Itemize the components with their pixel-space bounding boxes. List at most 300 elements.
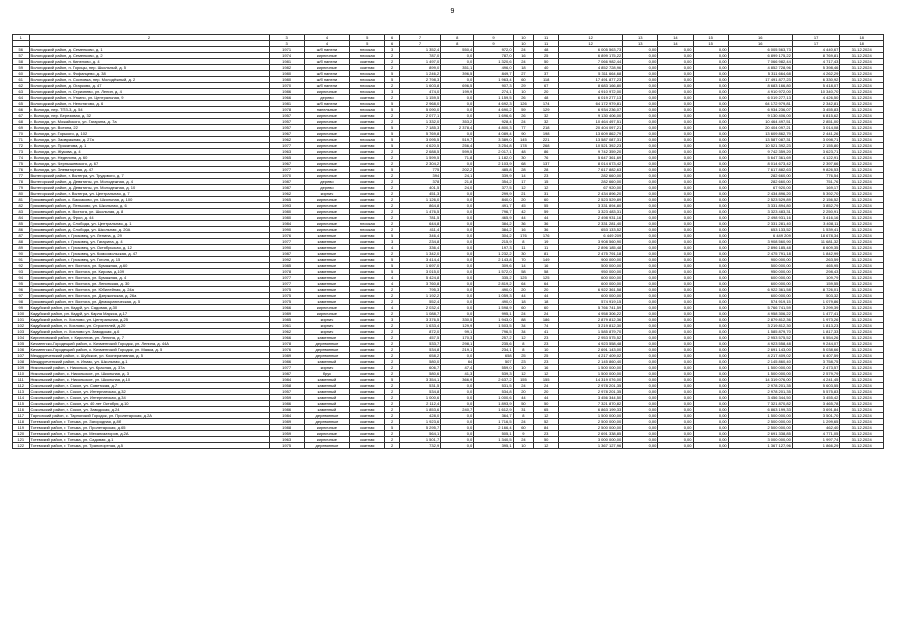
table-cell: 5 311 664,68 — [728, 71, 792, 77]
table-cell: 70 — [13, 131, 30, 137]
table-cell: 354,2 — [474, 179, 513, 185]
table-cell: 0,00 — [693, 299, 728, 305]
table-cell: Грязовецкий район, г. Грязовец, ул. Комсомольская, д. 47 — [29, 251, 269, 257]
table-cell: 2 500 000,00 — [728, 425, 792, 431]
table-cell: плоская — [350, 221, 385, 227]
table-cell: 62 — [13, 83, 30, 89]
table-cell: 1 572,0 — [474, 269, 513, 275]
table-cell: 24 — [513, 119, 534, 125]
table-cell: 99 — [13, 305, 30, 311]
table-cell: 20 404 097,21 — [728, 125, 792, 131]
page-number: 9 — [450, 8, 455, 15]
table-cell: 2 077,1 — [399, 113, 440, 119]
table-cell: 8 — [513, 239, 534, 245]
table-cell: 4 217 409,02 — [728, 353, 792, 359]
table-cell: Вытегорский район, г. Вытегра, ул. Центральная, д. 7 — [29, 191, 269, 197]
table-cell: 0,00 — [658, 275, 693, 281]
table-cell: 282 660,00 — [728, 179, 792, 185]
table-cell: 118 — [13, 419, 30, 425]
table-cell: 90 — [513, 131, 534, 137]
table-cell: 1986 — [269, 401, 304, 407]
table-cell: 0,00 — [658, 311, 693, 317]
table-cell: кирпичные — [304, 227, 350, 233]
table-cell: 0,00 — [658, 161, 693, 167]
table-cell: кирпичные — [304, 431, 350, 437]
table-cell: 31.12.2024 — [840, 353, 884, 359]
table-cell: 24 — [513, 419, 534, 425]
table-cell: скатная — [350, 119, 385, 125]
table-cell: 474,0 — [399, 89, 440, 95]
table-cell: 0,00 — [693, 167, 728, 173]
table-cell: 653 133,52 — [728, 227, 792, 233]
table-cell: 4 958 306,22 — [559, 311, 623, 317]
table-cell: 351,1 — [441, 65, 474, 71]
table-cell: 339,9 — [474, 173, 513, 179]
table-cell: 428,0 — [399, 413, 440, 419]
table-cell: каменные — [304, 263, 350, 269]
table-cell: 31.12.2024 — [840, 443, 884, 449]
table-cell: скатная — [350, 353, 385, 359]
table-cell: 1965 — [269, 197, 304, 203]
table-cell: 31.12.2024 — [840, 275, 884, 281]
table-cell: 10 — [513, 365, 534, 371]
table-cell: 485,8 — [474, 167, 513, 173]
table-cell: 221 — [534, 137, 559, 143]
table-cell: 0,00 — [623, 113, 658, 119]
table-cell: Грязовецкий район, д. Слобода, ул. Центральная, д. 1 — [29, 221, 269, 227]
table-cell: 3 331 894,80 — [559, 203, 623, 209]
table-cell: г. Вологда, ул. Заовражная, д. 27а — [29, 137, 269, 143]
table-cell: 104 — [13, 335, 30, 341]
table-cell: 0,00 — [693, 239, 728, 245]
table-cell: 1978 — [269, 341, 304, 347]
table-cell: 48 — [534, 95, 559, 101]
table-cell: 0,00 — [623, 221, 658, 227]
table-cell: 99,1 — [441, 329, 474, 335]
table-cell: скатная — [350, 281, 385, 287]
table-cell: 91 — [13, 257, 30, 263]
table-cell: г. Вологда, ул. Всеяна, 22 — [29, 125, 269, 131]
table-cell: 1986 — [269, 359, 304, 365]
table-cell: 5 392,70 — [792, 191, 840, 197]
table-cell: 5 769,8 — [399, 131, 440, 137]
table-cell: 0,00 — [693, 185, 728, 191]
table-cell: 274,1 — [474, 89, 513, 95]
table-cell: 86 — [13, 227, 30, 233]
table-cell: скатная — [350, 197, 385, 203]
table-cell: 4 — [385, 281, 399, 287]
table-cell: 4 — [385, 245, 399, 251]
table-cell: Грязовецкий район, пгт. Вохтога, ул. Кирова, д.109 — [29, 269, 269, 275]
table-cell: 3 014,08 — [792, 125, 840, 131]
table-cell: 14 — [658, 41, 693, 47]
table-cell: 3 095,5 — [399, 137, 440, 143]
table-cell: 199,9 — [441, 89, 474, 95]
table-cell: Грязовецкий район, пгт. Вохтога, ул. Ленинская, д. 30 — [29, 281, 269, 287]
table-cell: 0,0 — [441, 77, 474, 83]
table-cell: 366,9 — [441, 377, 474, 383]
table-cell: каменные — [304, 245, 350, 251]
table-cell: 75 — [13, 161, 30, 167]
table-cell: 5 — [385, 257, 399, 263]
table-cell: 0,00 — [623, 215, 658, 221]
table-cell: 2 — [385, 299, 399, 305]
table-cell: Грязовецкий район, пгт. Вохтога, ул. Демократическая, д. 5 — [29, 299, 269, 305]
table-cell: деревянные — [304, 341, 350, 347]
table-cell: 0,0 — [441, 275, 474, 281]
table-cell: 0,00 — [658, 209, 693, 215]
table-cell: 849,7 — [474, 71, 513, 77]
table-cell: 2 — [385, 365, 399, 371]
table-cell: 7 617 882,63 — [728, 167, 792, 173]
table-cell: 31.12.2024 — [840, 137, 884, 143]
table-cell: Кадуйский район, рп. Кадуй, ул. Карла Маркса, д.17 — [29, 311, 269, 317]
table-cell: Грязовецкий район, пгт. Вохтога, ул. Бумажная, д.60 — [29, 263, 269, 269]
table-cell: скатная — [350, 287, 385, 293]
table-cell: 0,00 — [693, 161, 728, 167]
table-cell: 10 521 392,23 — [559, 143, 623, 149]
table-cell: 16 — [513, 53, 534, 59]
table-cell: 0,00 — [693, 71, 728, 77]
table-cell: 11 — [534, 245, 559, 251]
table-cell: 13 609 862,79 — [559, 131, 623, 137]
table-cell: 0,00 — [658, 203, 693, 209]
table-cell: 1981 — [269, 59, 304, 65]
table-cell: 58 — [513, 269, 534, 275]
table-cell: 31.12.2024 — [840, 209, 884, 215]
table-cell: 2 498 931,16 — [559, 215, 623, 221]
table-cell: Тотемский район, г. Тотьма, ул. Транспортная, д.5 — [29, 443, 269, 449]
table-cell: 8 — [513, 413, 534, 419]
table-cell: 0,00 — [658, 425, 693, 431]
table-cell: 36 — [513, 221, 534, 227]
table-cell: 995,1 — [474, 311, 513, 317]
table-cell: 0,00 — [658, 59, 693, 65]
table-cell: 31.12.2024 — [840, 305, 884, 311]
table-cell: 67 920,00 — [559, 185, 623, 191]
table-cell: 0,00 — [623, 371, 658, 377]
table-cell: 0,00 — [658, 347, 693, 353]
table-cell: 600 000,00 — [559, 275, 623, 281]
table-cell: 37 — [534, 71, 559, 77]
table-cell: 59 — [534, 209, 559, 215]
table-cell: 0,00 — [623, 83, 658, 89]
table-cell: 1984 — [269, 221, 304, 227]
table-cell: 3 098,71 — [792, 137, 840, 143]
table-cell: 1 973,26 — [792, 317, 840, 323]
table-cell: 8 014 673,42 — [728, 161, 792, 167]
table-cell: Сокольский район, г. Сокол, ул. Заводская, д.24 — [29, 407, 269, 413]
table-cell: 8 769,81 — [792, 53, 840, 59]
table-cell: 1 059,3 — [474, 293, 513, 299]
table-cell: деревянные — [304, 419, 350, 425]
table-cell: кирпич — [304, 317, 350, 323]
table-cell: 256,4 — [441, 143, 474, 149]
table-cell: скатная — [350, 335, 385, 341]
table-cell: 0,0 — [441, 413, 474, 419]
table-cell: 60 — [513, 305, 534, 311]
table-cell: 282 660,00 — [728, 173, 792, 179]
table-cell: деревянные — [304, 347, 350, 353]
table-cell: 26 — [513, 113, 534, 119]
table-cell: 109 — [13, 365, 30, 371]
table-cell: 125 — [534, 275, 559, 281]
table-cell: 1977 — [269, 167, 304, 173]
table-cell: каменный — [304, 395, 350, 401]
table-cell: 64 — [513, 281, 534, 287]
table-cell: 0,00 — [658, 95, 693, 101]
table-cell: 23 — [534, 341, 559, 347]
table-cell: 9 244,07 — [792, 341, 840, 347]
table-cell: скатная — [350, 155, 385, 161]
table-cell: Кадуйский район, п. Хохлово, ул. Строителей, д.20 — [29, 323, 269, 329]
table-cell: 2 434 896,20 — [559, 191, 623, 197]
table-cell: каменные — [304, 269, 350, 275]
table-cell: 0,0 — [441, 395, 474, 401]
table-cell: 3 323 483,31 — [559, 209, 623, 215]
table-cell: 2 — [385, 431, 399, 437]
table-cell: 0,0 — [441, 299, 474, 305]
table-cell: Тарногский район, с. Тарногский Городок, ул. Пролетарская, д.2А — [29, 413, 269, 419]
table-cell: 2 579,79 — [792, 371, 840, 377]
table-cell: 0,00 — [623, 131, 658, 137]
table-cell: 900 000,00 — [728, 257, 792, 263]
table-cell: 268 — [534, 143, 559, 149]
table-cell: 13 — [623, 35, 658, 41]
table-cell: Грязовецкий район, с. Баскаково, ул. Школьная, д. 100 — [29, 197, 269, 203]
table-cell: 69 — [13, 125, 30, 131]
table-cell: 0,00 — [623, 149, 658, 155]
table-cell: 1966 — [269, 95, 304, 101]
table-cell: 3 — [385, 317, 399, 323]
table-cell: 1 500 000,00 — [728, 413, 792, 419]
table-cell: 2 143,8 — [474, 257, 513, 263]
table-cell: 491,7 — [474, 203, 513, 209]
table-cell: 9 130 406,00 — [728, 113, 792, 119]
table-cell: Грязовецкий район, пгт. Вохтога, ул. Бумажная, д. 4 — [29, 275, 269, 281]
table-cell: 4 — [304, 35, 350, 41]
table-cell: скатная — [350, 305, 385, 311]
table-cell: скатная — [350, 269, 385, 275]
table-cell: 0,00 — [693, 113, 728, 119]
table-cell: 0,00 — [623, 71, 658, 77]
table-cell: 17 — [513, 179, 534, 185]
table-cell: 395,1 — [474, 443, 513, 449]
table-cell: 0,00 — [623, 47, 658, 53]
table-cell: скатная — [350, 257, 385, 263]
table-cell: 346,4 — [399, 233, 440, 239]
table-cell: 6 449 209 — [559, 233, 623, 239]
table-cell: 31.12.2024 — [840, 371, 884, 377]
table-cell: 0,00 — [658, 395, 693, 401]
table-cell: 36 — [534, 227, 559, 233]
table-cell: 1976 — [269, 233, 304, 239]
table-cell: 840,0 — [474, 197, 513, 203]
table-cell: Вологодский район, д. Семенково, д. 1 — [29, 47, 269, 53]
table-cell: 257,2 — [474, 335, 513, 341]
table-cell: 5 603,55 — [792, 383, 840, 389]
table-cell: 1 246,2 — [399, 71, 440, 77]
table-cell: 24 — [513, 59, 534, 65]
table-cell: 18 — [513, 299, 534, 305]
table-cell: 7 — [399, 35, 440, 41]
table-cell: 0,00 — [623, 383, 658, 389]
table-cell: 0,00 — [658, 287, 693, 293]
table-cell: 31.12.2024 — [840, 125, 884, 131]
table-cell: 20 — [513, 197, 534, 203]
table-cell: 5 090,0 — [399, 107, 440, 113]
table-cell: 2 688,5 — [399, 149, 440, 155]
table-cell: 2 953 575,52 — [559, 335, 623, 341]
table-cell: 401,5 — [399, 185, 440, 191]
table-cell: 6 899 175,22 — [728, 53, 792, 59]
table-cell: 129,9 — [441, 323, 474, 329]
table-cell: ж/б панели — [304, 59, 350, 65]
table-cell: 2 879 812,36 — [728, 317, 792, 323]
table-cell: скатная — [350, 431, 385, 437]
table-cell: 0,00 — [658, 173, 693, 179]
table-cell: 282 660,00 — [559, 173, 623, 179]
table-cell: 58 — [13, 59, 30, 65]
table-cell: 23 — [534, 173, 559, 179]
table-cell: 12 — [534, 443, 559, 449]
table-cell: 50 — [534, 401, 559, 407]
table-cell: 1984 — [269, 413, 304, 419]
table-cell: 1990 — [269, 245, 304, 251]
table-cell: каменный — [304, 407, 350, 413]
table-cell: 6 330,92 — [792, 77, 840, 83]
table-cell: 31.12.2024 — [840, 401, 884, 407]
table-cell: 1962 — [269, 191, 304, 197]
table-cell: 234,1 — [474, 347, 513, 353]
table-cell: 0,00 — [658, 77, 693, 83]
table-cell: 0,00 — [623, 437, 658, 443]
table-cell: 5 766 741,59 — [559, 305, 623, 311]
table-cell: 4 958 306,22 — [728, 311, 792, 317]
table-cell: каменный — [304, 359, 350, 365]
table-cell: 4 426,50 — [792, 95, 840, 101]
table-cell: 0,00 — [693, 179, 728, 185]
table-cell: 0,00 — [658, 227, 693, 233]
table-cell: Вытегорский район, д. Девятины, ул. Молодежная, д. 10 — [29, 185, 269, 191]
table-cell: ж/б панели — [304, 47, 350, 53]
table-cell: 0,00 — [623, 59, 658, 65]
table-cell: 0,00 — [693, 419, 728, 425]
table-cell: 60 — [13, 71, 30, 77]
table-cell: 0,00 — [693, 47, 728, 53]
table-cell: 1 352,4 — [399, 47, 440, 53]
table-cell: 3 465,78 — [792, 401, 840, 407]
table-cell: 2 978 201,35 — [728, 389, 792, 395]
table-cell: кирпич — [304, 329, 350, 335]
table-cell: 0,00 — [693, 371, 728, 377]
table-cell: 1 000,6 — [474, 395, 513, 401]
table-cell: 531,5 — [399, 383, 440, 389]
table-cell: 64 172 979,81 — [728, 101, 792, 107]
table-cell: 155 — [513, 377, 534, 383]
table-cell: 0,00 — [693, 77, 728, 83]
table-cell: 2 475 791,18 — [559, 251, 623, 257]
table-cell: 3 376,5 — [399, 317, 440, 323]
table-cell: 1981 — [269, 101, 304, 107]
table-cell: 70 — [513, 257, 534, 263]
table-cell: 5 — [385, 125, 399, 131]
table-cell: 0,00 — [693, 53, 728, 59]
table-cell: 552,4 — [399, 299, 440, 305]
table-cell: 0,00 — [623, 365, 658, 371]
table-cell: 2 500 000,00 — [559, 419, 623, 425]
table-cell: каменные — [304, 281, 350, 287]
table-cell: 751,76 — [792, 179, 840, 185]
table-cell: Сокольский район, г. Сокол, ул. Советская, д.7 — [29, 383, 269, 389]
table-cell: 65 — [13, 101, 30, 107]
table-cell: Кичменгско-Городецкий район, с. Кичменгский Городок, ул. Ленина, д. 44А — [29, 341, 269, 347]
table-cell: 0,00 — [623, 125, 658, 131]
table-cell: 0,00 — [658, 317, 693, 323]
table-cell: 60 — [513, 77, 534, 83]
table-cell: 2 — [385, 161, 399, 167]
table-cell: 0,00 — [658, 149, 693, 155]
table-cell: каменные — [304, 251, 350, 257]
table-cell: 574 919,15 — [559, 299, 623, 305]
table-cell: 0,00 — [623, 179, 658, 185]
table-cell: 0,00 — [658, 131, 693, 137]
table-cell: 31.12.2024 — [840, 149, 884, 155]
table-cell: 2 691 338,85 — [728, 431, 792, 437]
table-cell: Вологодский район, п. Уткино, ул. Центральная, 9 — [29, 95, 269, 101]
table-cell: 31.12.2024 — [840, 425, 884, 431]
table-cell: 1 539,41 — [792, 227, 840, 233]
table-cell: 0,00 — [693, 275, 728, 281]
table-cell: 0,0 — [441, 233, 474, 239]
table-cell: 10 — [513, 35, 534, 41]
table-cell: 6 899 175,22 — [559, 53, 623, 59]
table-cell: 110 — [13, 371, 30, 377]
table-cell: 31.12.2024 — [840, 215, 884, 221]
table-cell: 1977 — [269, 281, 304, 287]
table-cell: 0,00 — [693, 269, 728, 275]
table-cell: 174 — [534, 101, 559, 107]
table-cell: Сокольский район, г. Сокол, ул. Интернатская, д.34 — [29, 395, 269, 401]
table-cell: каменный — [304, 383, 350, 389]
table-cell: Вологодский район, д. Семенково, д. 2 — [29, 53, 269, 59]
table-cell: 559,0 — [474, 365, 513, 371]
table-cell: 0,0 — [441, 227, 474, 233]
table-cell: 2 342,81 — [792, 101, 840, 107]
table-cell: 0,00 — [693, 191, 728, 197]
table-cell: 5 311 664,68 — [559, 71, 623, 77]
table-cell: 71 — [13, 137, 30, 143]
table-cell: 1989 — [269, 419, 304, 425]
table-cell: 31.12.2024 — [840, 143, 884, 149]
table-cell: 14 — [658, 35, 693, 41]
table-cell: 1987 — [269, 179, 304, 185]
table-cell: 31.12.2024 — [840, 347, 884, 353]
table-cell: 0,0 — [441, 263, 474, 269]
table-cell: 796,5 — [474, 329, 513, 335]
table-cell: 0,00 — [658, 257, 693, 263]
table-cell: плоская — [350, 83, 385, 89]
table-cell: 67 920,00 — [728, 185, 792, 191]
table-cell: 336,4 — [399, 245, 440, 251]
table-cell: 7 066 982,44 — [728, 59, 792, 65]
table-cell: 50 — [534, 437, 559, 443]
table-cell: 106 — [13, 347, 30, 353]
table-cell: 31.12.2024 — [840, 383, 884, 389]
table-cell: 490,0 — [474, 287, 513, 293]
table-cell: 10 — [513, 41, 534, 47]
table-cell: 120 — [13, 431, 30, 437]
